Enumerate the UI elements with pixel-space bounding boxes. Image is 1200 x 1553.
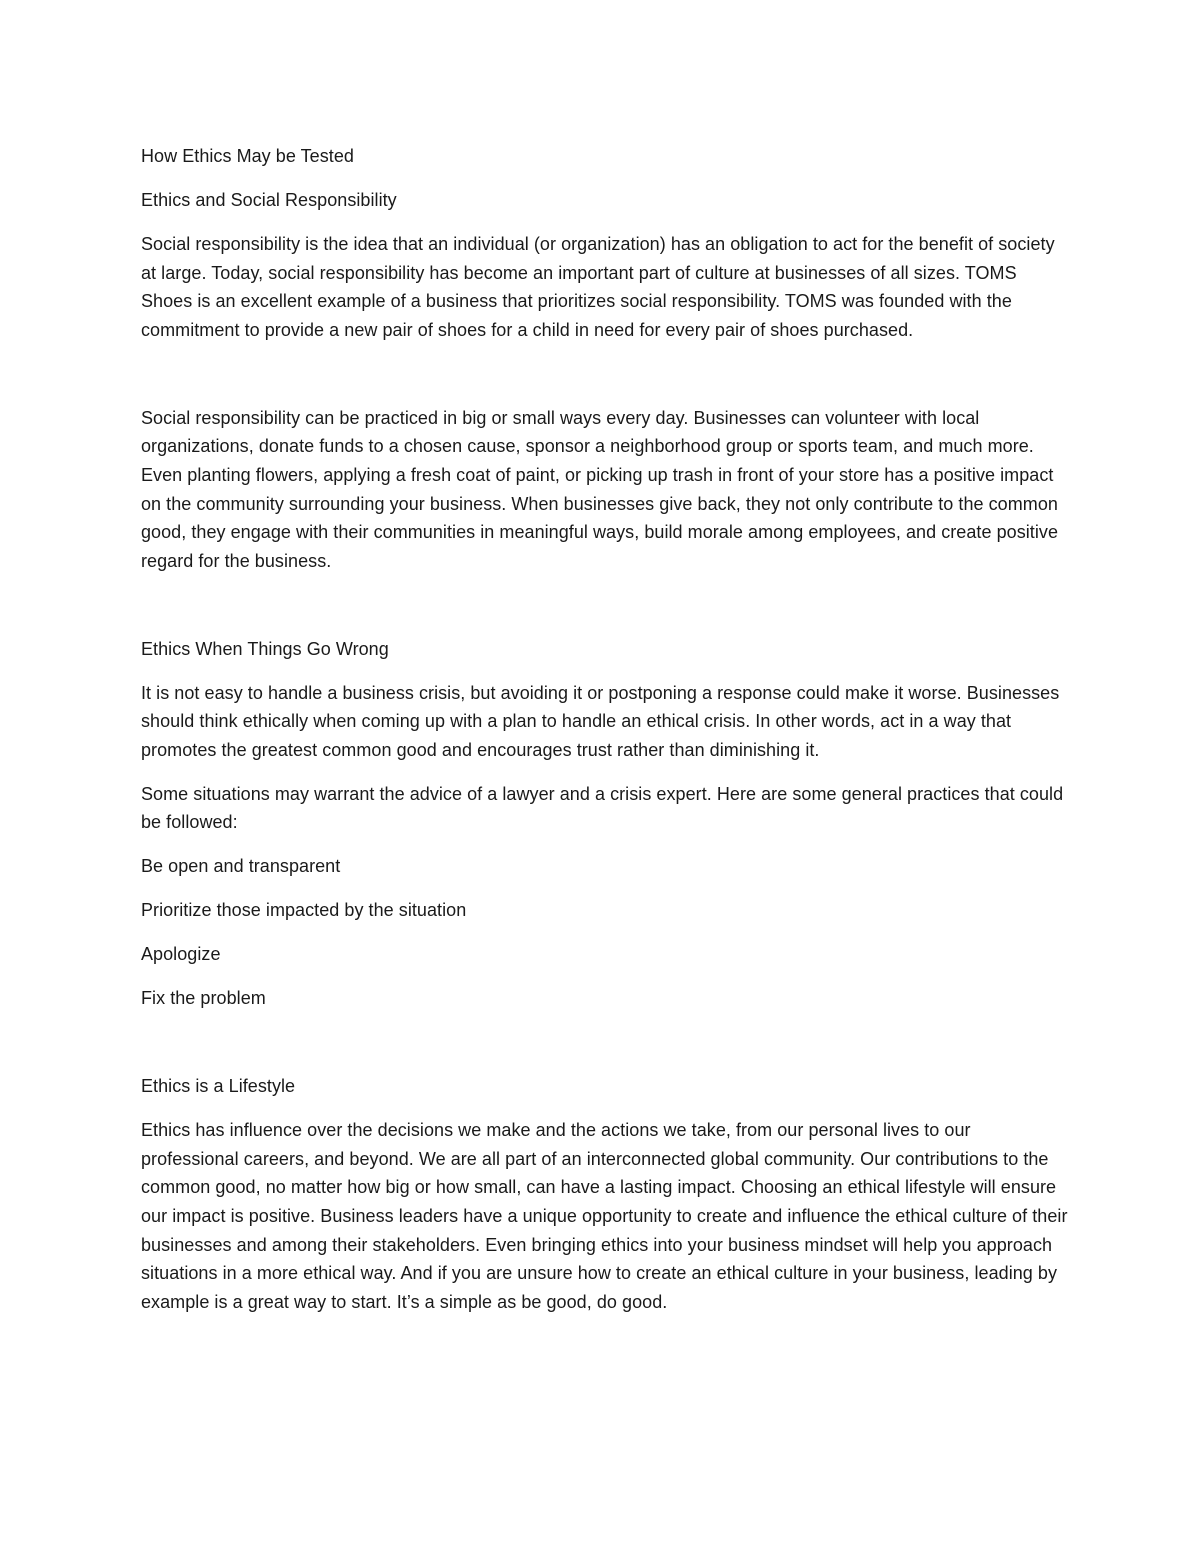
paragraph-social-responsibility-practice: Social responsibility can be practiced in big or small ways every day. Businesses can volunteer with local organizations, donate funds to a chosen cause, sponsor a neighborhood group or sports team, and much more. Even planting flowers, applying a fresh coat of paint, or picking up trash in front of your store has a positive impact on the community surrounding your business. When businesses give back, they not only contribute to the common good, they engage with their communities in meaningful ways, build morale among employees, and create positive regard for the business. — [141, 407, 1059, 571]
practice-item: Be open and transparent — [141, 856, 341, 877]
section-heading-social-responsibility: Ethics and Social Responsibility — [141, 189, 397, 210]
practice-item: Prioritize those impacted by the situation — [141, 900, 467, 921]
blank-line — [141, 360, 1071, 389]
blank-line — [141, 591, 1071, 620]
blank-line — [141, 1028, 1071, 1057]
document-title: How Ethics May be Tested — [141, 146, 354, 166]
section-heading-things-go-wrong: Ethics When Things Go Wrong — [141, 638, 389, 659]
paragraph-social-responsibility-definition: Social responsibility is the idea that an individual (or organization) has an obligation to act for the benefit of society at large. Today, social responsibility has become an important part of culture at businesses of all sizes. TOMS Shoes is an excellent example of a business that prioritizes social responsibility. TOMS was founded with the commitment to provide a new pair of shoes for a child in need for every pair of shoes purchased. — [141, 233, 1055, 340]
document-page — [141, 142, 1071, 1332]
practice-item: Fix the problem — [141, 988, 266, 1009]
paragraph-general-practices: Some situations may warrant the advice of a lawyer and a crisis expert. Here are some general practices that could be followed: — [141, 783, 1064, 833]
section-heading-lifestyle: Ethics is a Lifestyle — [141, 1076, 296, 1097]
paragraph-business-crisis: It is not easy to handle a business crisis, but avoiding it or postponing a response could make it worse. Businesses should think ethically when coming up with a plan to handle an ethical crisis. In other words, act in a way that promotes the greatest common good and encourages trust rather than diminishing it. — [141, 682, 1060, 760]
practice-item: Apologize — [141, 944, 221, 965]
paragraph-ethics-lifestyle: Ethics has influence over the decisions we make and the actions we take, from our personal lives to our professional careers, and beyond. We are all part of an interconnected global community. Our contributions to the common good, no matter how big or how small, can have a lasting impact. Choosing an ethical lifestyle will ensure our impact is positive. Business leaders have a unique opportunity to create and influence the ethical culture of their businesses and among their stakeholders. Even bringing ethics into your business mindset will help you approach situations in a more ethical way. And if you are unsure how to create an ethical culture in your business, leading by example is a great way to start. It’s a simple as be good, do good. — [141, 1120, 1068, 1312]
